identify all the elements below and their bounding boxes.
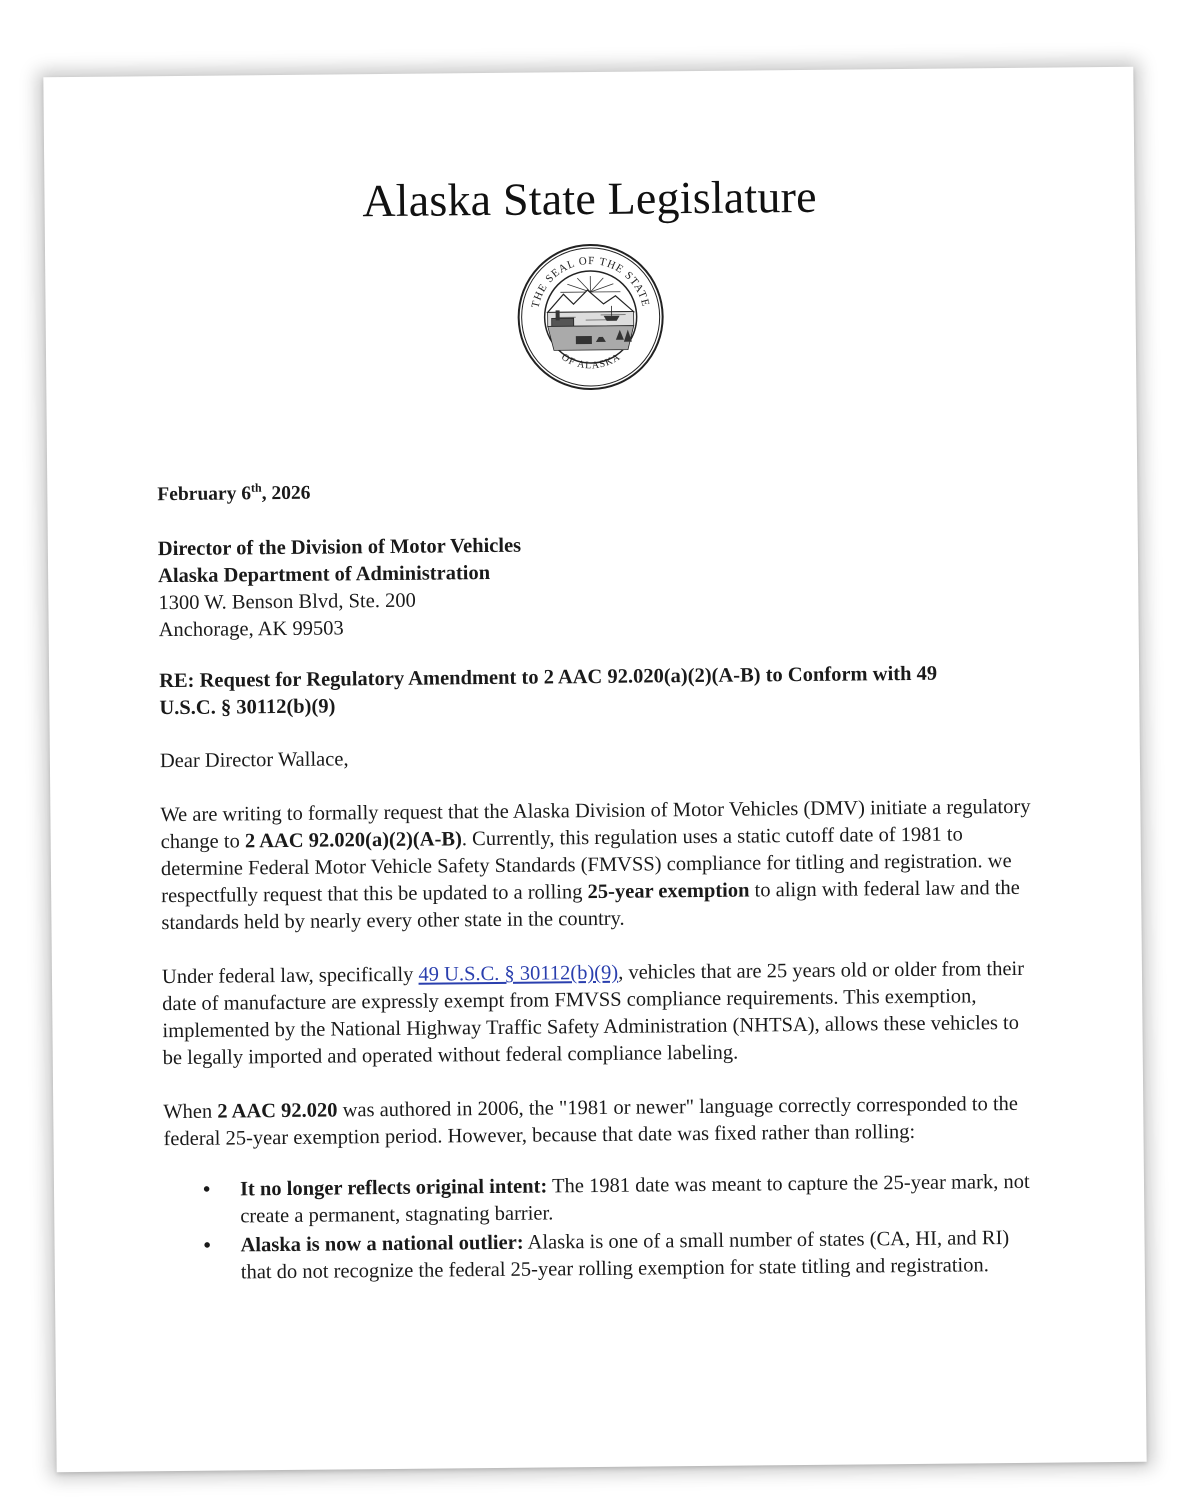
p3-regulation-ref: 2 AAC 92.020	[217, 1099, 338, 1123]
p1-regulation-ref: 2 AAC 92.020(a)(2)(A-B)	[244, 828, 462, 853]
state-seal-icon	[515, 241, 666, 392]
p1-text-a: We are writing to formally request that the Alaska Division of Motor Vehicles (DMV) initiate a regulatory change to	[160, 795, 1031, 854]
bullet-icon: •	[202, 1178, 211, 1201]
paragraph-history	[163, 1091, 1043, 1153]
letter-date	[157, 473, 1037, 508]
bullet-text: The 1981 date was meant to capture the 25-year mark, not create a permanent, stagnating barrier.	[240, 1170, 1030, 1228]
seal-text-top: THE SEAL OF THE STATE	[529, 254, 652, 310]
usc-statute-link[interactable]: 49 U.S.C. § 30112(b)(9)	[418, 961, 619, 986]
bullet-text: Alaska is one of a small number of states (CA, HI, and RI) that do not recognize the federal 25-year rolling exemption for state titling and registration.	[240, 1227, 1010, 1284]
p1-exemption-term: 25-year exemption	[587, 879, 750, 904]
letter-body	[157, 473, 1045, 1289]
p2-text-b: , vehicles that are 25 years old or older from their date of manufacture are expressly exempt from FMVSS compliance requirements. This exemption, implemented by the National Highway Traffic Safety Administration (NHTSA), allows these vehicles to be legally imported and operated without federal compliance labeling.	[162, 957, 1025, 1070]
recipient-street: 1300 W. Benson Blvd, Ste. 200	[158, 589, 416, 615]
reasons-list	[164, 1169, 1045, 1287]
recipient-title: Director of the Division of Motor Vehicles	[157, 534, 522, 561]
list-item	[202, 1169, 1044, 1231]
subject-line-2: U.S.C. § 30112(b)(9)	[159, 695, 336, 720]
subject-line	[159, 660, 1039, 722]
letter-page	[43, 67, 1146, 1472]
paragraph-federal-law	[162, 956, 1043, 1072]
p1-text-e: to align with federal law and the standards held by nearly every other state in the country.	[161, 876, 1020, 935]
bullet-heading: Alaska is now a national outlier:	[240, 1231, 524, 1257]
recipient-address	[158, 528, 1039, 644]
date-year: , 2026	[261, 482, 311, 505]
greeting: Dear Director Wallace,	[159, 748, 349, 773]
recipient-department: Alaska Department of Administration	[158, 561, 491, 588]
p3-text-c: was authored in 2006, the "1981 or newer" language correctly corresponded to the federal 25-year exemption period. However, because that date was fixed rather than rolling:	[163, 1092, 1019, 1151]
paragraph-request	[160, 794, 1041, 937]
svg-text:OF ALASKA	[559, 351, 623, 371]
bullet-heading: It no longer reflects original intent:	[239, 1175, 548, 1201]
letterhead-title: Alaska State Legislature	[362, 170, 817, 227]
p2-text-a: Under federal law, specifically	[161, 963, 419, 989]
p1-text-c: . Currently, this regulation uses a static cutoff date of 1981 to determine Federal Motor Vehicle Safety Standards (FMVSS) compliance for titling and registration. we respectfully request that this be updated to a rolling	[160, 823, 1012, 908]
p3-text-a: When	[163, 1100, 218, 1124]
list-item	[203, 1225, 1044, 1287]
bullet-icon: •	[203, 1234, 211, 1257]
date-text: February 6	[157, 483, 252, 506]
subject-line-1: RE: Request for Regulatory Amendment to 2 AAC 92.020(a)(2)(A-B) to Conform with 49	[159, 662, 938, 693]
seal-text-bottom: OF ALASKA	[559, 351, 623, 372]
date-ordinal: th	[250, 480, 262, 495]
recipient-city: Anchorage, AK 99503	[158, 617, 344, 642]
